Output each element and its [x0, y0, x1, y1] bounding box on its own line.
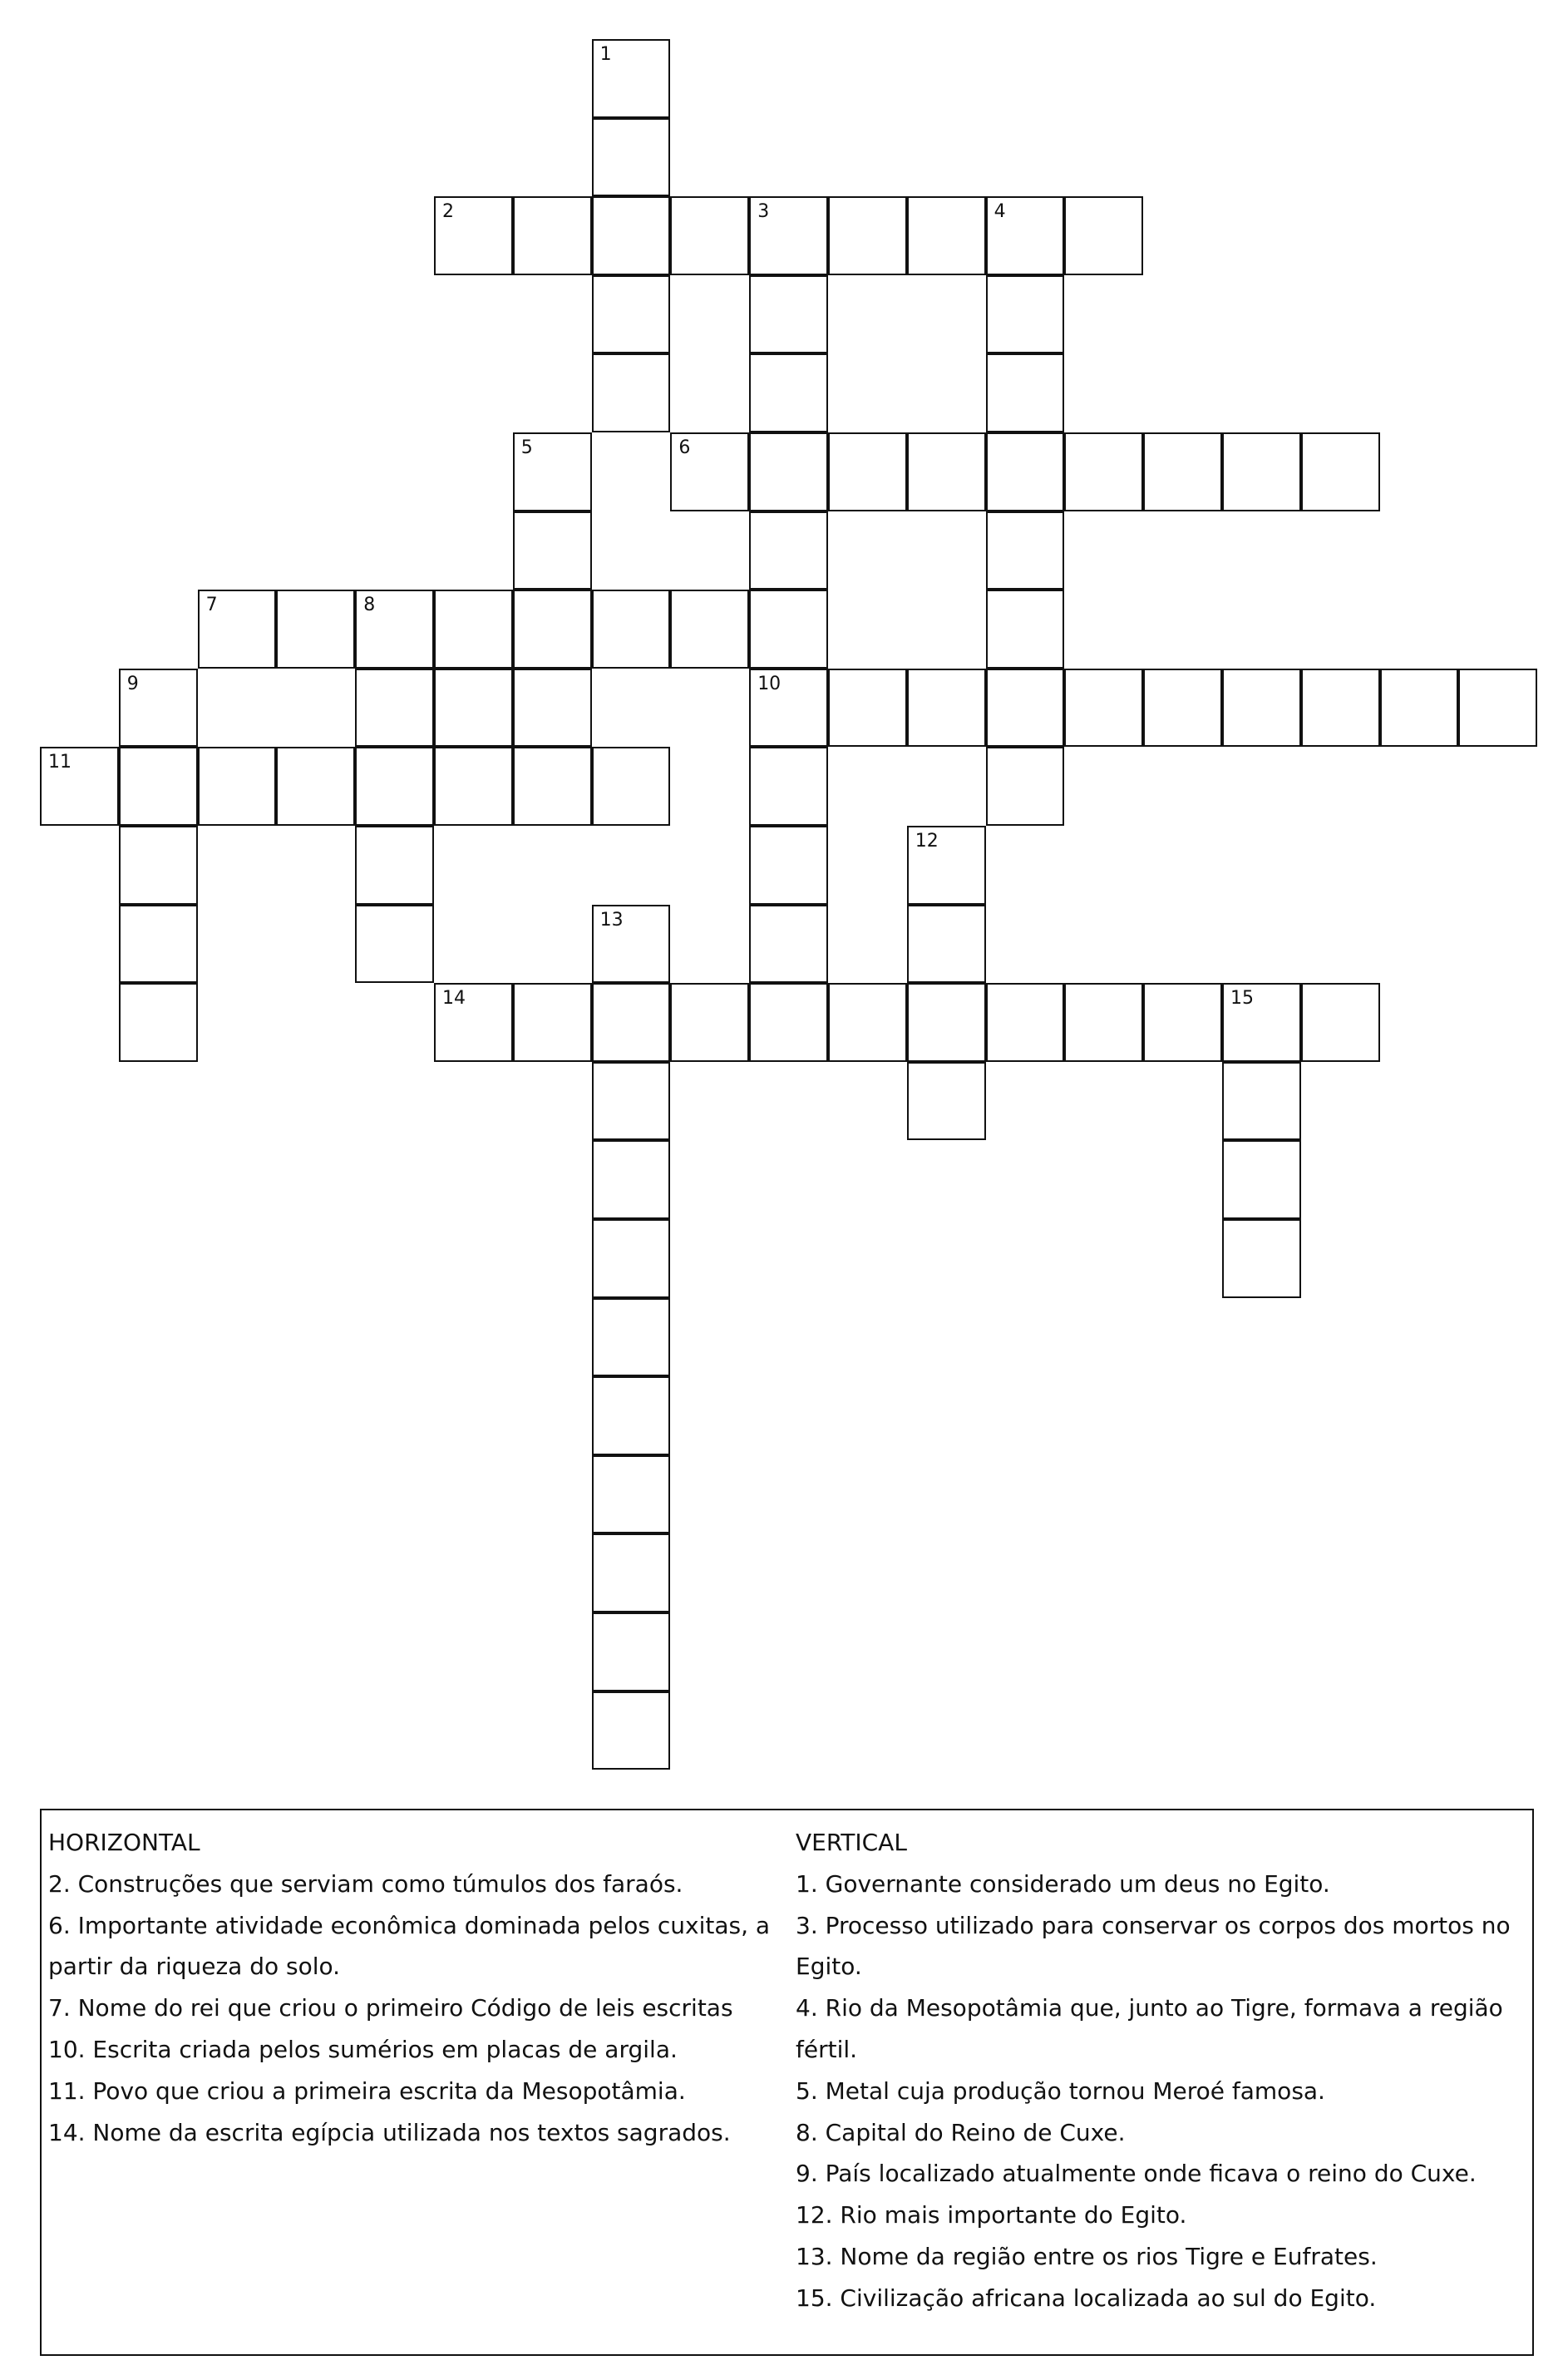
crossword-cell[interactable]: [513, 196, 592, 275]
clue-number: 14: [442, 988, 466, 1010]
crossword-cell[interactable]: [986, 590, 1065, 669]
crossword-cell[interactable]: [592, 905, 671, 984]
crossword-cell[interactable]: [434, 196, 513, 275]
crossword-cell[interactable]: [749, 826, 828, 905]
crossword-cell[interactable]: [670, 196, 749, 275]
crossword-cell[interactable]: [828, 983, 907, 1062]
clue-vertical-9: 9. País localizado atualmente onde ficava o reino do Cuxe.: [796, 2160, 1477, 2188]
clue-vertical-1: 1. Governante considerado um deus no Egito.: [796, 1869, 1330, 1898]
crossword-cell[interactable]: [592, 1140, 671, 1219]
clue-number: 8: [363, 595, 376, 616]
crossword-cell[interactable]: [198, 590, 277, 669]
crossword-cell[interactable]: [119, 826, 198, 905]
clue-vertical-5: 5. Metal cuja produção tornou Meroé famosa.: [796, 2076, 1325, 2105]
crossword-cell[interactable]: [1458, 669, 1537, 748]
clue-vertical-3: 3. Processo utilizado para conservar os corpos dos mortos no Egito.: [796, 1911, 1511, 1981]
crossword-cell[interactable]: [670, 983, 749, 1062]
clue-number: 1: [599, 44, 612, 65]
crossword-cell[interactable]: [592, 1612, 671, 1691]
crossword-cell[interactable]: [828, 196, 907, 275]
crossword-cell[interactable]: [986, 432, 1065, 511]
crossword-cell[interactable]: [198, 747, 277, 826]
crossword-cell[interactable]: [119, 983, 198, 1062]
crossword-cell[interactable]: [1222, 1140, 1301, 1219]
crossword-cell[interactable]: [355, 590, 434, 669]
clue-number: 3: [757, 201, 770, 223]
crossword-cell[interactable]: [513, 590, 592, 669]
crossword-cell[interactable]: [355, 747, 434, 826]
crossword-cell[interactable]: [907, 983, 986, 1062]
clue-number: 5: [520, 437, 533, 458]
crossword-cell[interactable]: [986, 747, 1065, 826]
crossword-cell[interactable]: [1380, 669, 1459, 748]
crossword-cell[interactable]: [986, 275, 1065, 354]
crossword-cell[interactable]: [434, 590, 513, 669]
crossword-cell[interactable]: [1301, 432, 1380, 511]
clue-number: 2: [442, 201, 454, 223]
clue-vertical-15: 15. Civilização africana localizada ao sul do Egito.: [796, 2284, 1377, 2312]
crossword-cell[interactable]: [828, 432, 907, 511]
crossword-cell[interactable]: [907, 1062, 986, 1141]
crossword-cell[interactable]: [1222, 432, 1301, 511]
crossword-cell[interactable]: [1301, 983, 1380, 1062]
crossword-cell[interactable]: [749, 590, 828, 669]
clue-number: 4: [994, 201, 1006, 223]
clue-number: 11: [48, 752, 71, 773]
crossword-cell[interactable]: [434, 747, 513, 826]
clue-number: 15: [1230, 988, 1254, 1010]
crossword-cell[interactable]: [592, 196, 671, 275]
clue-vertical-12: 12. Rio mais importante do Egito.: [796, 2201, 1187, 2229]
clue-horizontal-10: 10. Escrita criada pelos sumérios em placas de argila.: [48, 2035, 678, 2063]
crossword-cell[interactable]: [1064, 432, 1143, 511]
crossword-cell[interactable]: [592, 983, 671, 1062]
crossword-cell[interactable]: [907, 196, 986, 275]
horizontal-heading: HORIZONTAL: [48, 1829, 200, 1856]
vertical-heading: VERTICAL: [796, 1829, 907, 1856]
clue-number: 7: [205, 595, 218, 616]
clue-number: 10: [757, 673, 782, 694]
crossword-cell[interactable]: [434, 669, 513, 748]
crossword-cell[interactable]: [119, 669, 198, 748]
crossword-cell[interactable]: [1143, 669, 1222, 748]
clue-number: 13: [599, 909, 624, 931]
crossword-cell[interactable]: [986, 353, 1065, 432]
clue-box: [40, 1809, 1534, 2356]
crossword-cell[interactable]: [907, 432, 986, 511]
crossword-cell[interactable]: [513, 511, 592, 590]
crossword-cell[interactable]: [1222, 669, 1301, 748]
crossword-cell[interactable]: [749, 983, 828, 1062]
crossword-cell[interactable]: [828, 669, 907, 748]
crossword-cell[interactable]: [1143, 432, 1222, 511]
crossword-cell[interactable]: [749, 196, 828, 275]
clue-number: 12: [915, 831, 939, 852]
crossword-cell[interactable]: [907, 826, 986, 905]
crossword-cell[interactable]: [749, 353, 828, 432]
horizontal-clues: [48, 1822, 780, 2153]
clue-vertical-13: 13. Nome da região entre os rios Tigre e Eufrates.: [796, 2242, 1378, 2270]
crossword-cell[interactable]: [749, 275, 828, 354]
crossword-cell[interactable]: [749, 432, 828, 511]
crossword-cell[interactable]: [749, 669, 828, 748]
clue-horizontal-11: 11. Povo que criou a primeira escrita da Mesopotâmia.: [48, 2076, 686, 2105]
crossword-cell[interactable]: [749, 905, 828, 984]
crossword-cell[interactable]: [592, 118, 671, 197]
crossword-cell[interactable]: [1064, 196, 1143, 275]
crossword-cell[interactable]: [276, 747, 355, 826]
clue-vertical-4: 4. Rio da Mesopotâmia que, junto ao Tigre, formava a região fértil.: [796, 1994, 1503, 2063]
crossword-cell[interactable]: [592, 1298, 671, 1377]
crossword-cell[interactable]: [986, 511, 1065, 590]
crossword-cell[interactable]: [592, 353, 671, 432]
crossword-cell[interactable]: [592, 1533, 671, 1612]
crossword-cell[interactable]: [355, 669, 434, 748]
crossword-cell[interactable]: [749, 511, 828, 590]
clue-horizontal-14: 14. Nome da escrita egípcia utilizada nos textos sagrados.: [48, 2118, 731, 2146]
crossword-cell[interactable]: [592, 275, 671, 354]
crossword-cell[interactable]: [1222, 1062, 1301, 1141]
crossword-cell[interactable]: [40, 747, 119, 826]
crossword-cell[interactable]: [986, 196, 1065, 275]
crossword-cell[interactable]: [907, 905, 986, 984]
crossword-cell[interactable]: [355, 905, 434, 984]
crossword-cell[interactable]: [1143, 983, 1222, 1062]
vertical-clues: [796, 1822, 1519, 2319]
crossword-cell[interactable]: [1064, 669, 1143, 748]
crossword-cell[interactable]: [907, 669, 986, 748]
crossword-cell[interactable]: [513, 432, 592, 511]
crossword-cell[interactable]: [1222, 1219, 1301, 1298]
clue-horizontal-6: 6. Importante atividade econômica dominada pelos cuxitas, a partir da riqueza do solo.: [48, 1911, 771, 1981]
crossword-cell[interactable]: [986, 983, 1065, 1062]
crossword-cell[interactable]: [1222, 983, 1301, 1062]
crossword-cell[interactable]: [670, 590, 749, 669]
crossword-cell[interactable]: [592, 1691, 671, 1770]
clue-horizontal-2: 2. Construções que serviam como túmulos dos faraós.: [48, 1869, 683, 1898]
crossword-cell[interactable]: [1301, 669, 1380, 748]
clue-number: 9: [126, 673, 139, 694]
crossword-cell[interactable]: [749, 747, 828, 826]
clue-vertical-8: 8. Capital do Reino de Cuxe.: [796, 2118, 1126, 2146]
crossword-cell[interactable]: [670, 432, 749, 511]
crossword-cell[interactable]: [355, 826, 434, 905]
crossword-cell[interactable]: [1064, 983, 1143, 1062]
clue-number: 6: [678, 437, 691, 458]
crossword-cell[interactable]: [434, 983, 513, 1062]
crossword-cell[interactable]: [592, 590, 671, 669]
crossword-cell[interactable]: [986, 669, 1065, 748]
crossword-cell[interactable]: [592, 39, 671, 118]
clue-horizontal-7: 7. Nome do rei que criou o primeiro Código de leis escritas: [48, 1994, 733, 2022]
crossword-cell[interactable]: [119, 905, 198, 984]
crossword-cell[interactable]: [513, 747, 592, 826]
crossword-cell[interactable]: [592, 1062, 671, 1141]
crossword-cell[interactable]: [592, 1219, 671, 1298]
crossword-cell[interactable]: [592, 1376, 671, 1455]
crossword-cell[interactable]: [119, 747, 198, 826]
crossword-cell[interactable]: [592, 747, 671, 826]
crossword-cell[interactable]: [276, 590, 355, 669]
crossword-cell[interactable]: [592, 1455, 671, 1534]
crossword-cell[interactable]: [513, 983, 592, 1062]
crossword-cell[interactable]: [513, 669, 592, 748]
